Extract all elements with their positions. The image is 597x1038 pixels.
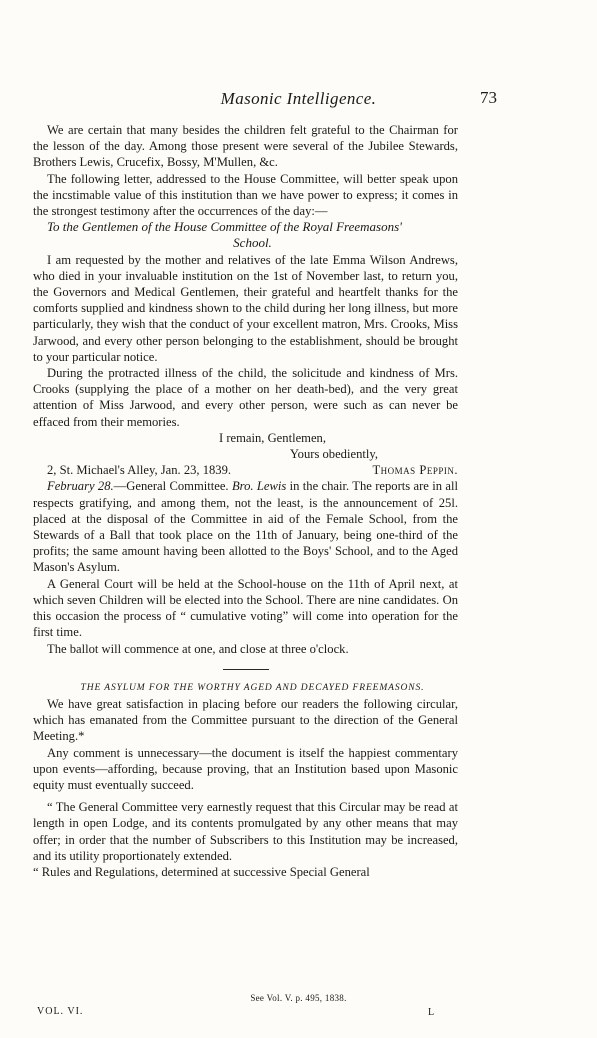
signature-mark: L [428, 1007, 435, 1018]
letter-paragraph-1: I am requested by the mother and relatives of the late Emma Wilson Andrews, who died in your invaluable institution on the 1st of November last, to return you, the Governors and Medical Gentlemen, their grateful and heartfelt thanks for the comforts supplied and kindness shown to the child during her long illness, but more particularly, they wish that the conduct of your excellent matron, Mrs. Crooks, Miss Jarwood, and every other person belonging to the establishment, should be brought to your particular notice. [33, 252, 458, 364]
paragraph-circular-2: “ Rules and Regulations, determined at successive Special General [33, 864, 370, 879]
letter-closing-line-2: Yours obediently, [289, 447, 378, 462]
volume-label: VOL. VI. [37, 1006, 84, 1017]
letter-closing-line-1: I remain, Gentlemen, [218, 430, 326, 445]
paragraph-general-committee [33, 478, 458, 575]
letter-address: 2, St. Michael's Alley, Jan. 23, 1839. [47, 463, 232, 478]
meeting-report: in the chair. The reports are in all respects gratifying, and among them, not the least, is the announcement of 25l. placed at the disposal of the Committee in aid of the Female School, from the Stewards of a Ball that took place on the 11th of January, being one-third of the profits; the same amount having been allotted to the Boys' School, and to the Aged Mason's Asylum. [33, 479, 458, 575]
meeting-title: —General Committee. [113, 479, 229, 494]
running-head-title: Masonic Intelligence. [220, 89, 377, 108]
paragraph-intro: We are certain that many besides the children felt grateful to the Chairman for the lesson of the day. Among those present were several of the Jubilee Stewards, Brothers Lewis, Crucefix, Bossy, M'Mullen, &c. [33, 123, 458, 170]
section-heading: THE ASYLUM FOR THE WORTHY AGED AND DECAYED FREEMASONS. [80, 682, 425, 693]
chair-name: Bro. Lewis [231, 479, 287, 494]
paragraph-ballot: The ballot will commence at one, and close at three o'clock. [47, 641, 349, 656]
paragraph-asylum-1: We have great satisfaction in placing before our readers the following circular, which has emanated from the Committee pursuant to the direction of the General Meeting.* [33, 696, 458, 744]
paragraph-asylum-2: Any comment is unnecessary—the document is itself the happiest commentary upon events—affording, because proving, that an Institution based upon Masonic equity must eventually succeed. [33, 745, 458, 792]
paragraph-general-court: A General Court will be held at the School-house on the 11th of April next, at which seven Children will be elected into the School. There are nine candidates. On this occasion the process of “ cumulative voting” will come into operation for the first time. [33, 576, 458, 640]
page-body [33, 122, 458, 880]
footnote: See Vol. V. p. 495, 1838. [250, 993, 347, 1003]
section-divider [223, 669, 269, 670]
paragraph-circular-1: “ The General Committee very earnestly request that this Circular may be read at length in open Lodge, and its contents promulgated by any other means that may offer; in order that the number of Subscribers to this Institution may be increased, and its utility proportionately extended. [33, 800, 458, 863]
letter-signature: Thomas Peppin. [372, 463, 458, 478]
letter-salutation-school: School. [233, 235, 272, 251]
letter-paragraph-2: During the protracted illness of the child, the solicitude and kindness of Mrs. Crooks (supplying the place of a mother on her death-bed), and the very great attention of Miss Jarwood, and every other person, were such as can never be effaced from their memories. [33, 366, 458, 429]
page-number: 73 [480, 88, 497, 107]
letter-signature-line [33, 462, 458, 478]
meeting-date: February 28. [47, 479, 114, 494]
paragraph-letter-intro: The following letter, addressed to the House Committee, will better speak upon the incstimable value of this institution than we have power to express; it comes in the strongest testimony after the occurrences of the day:— [33, 171, 458, 219]
letter-salutation: To the Gentlemen of the House Committee of the Royal Freemasons' [47, 219, 402, 235]
